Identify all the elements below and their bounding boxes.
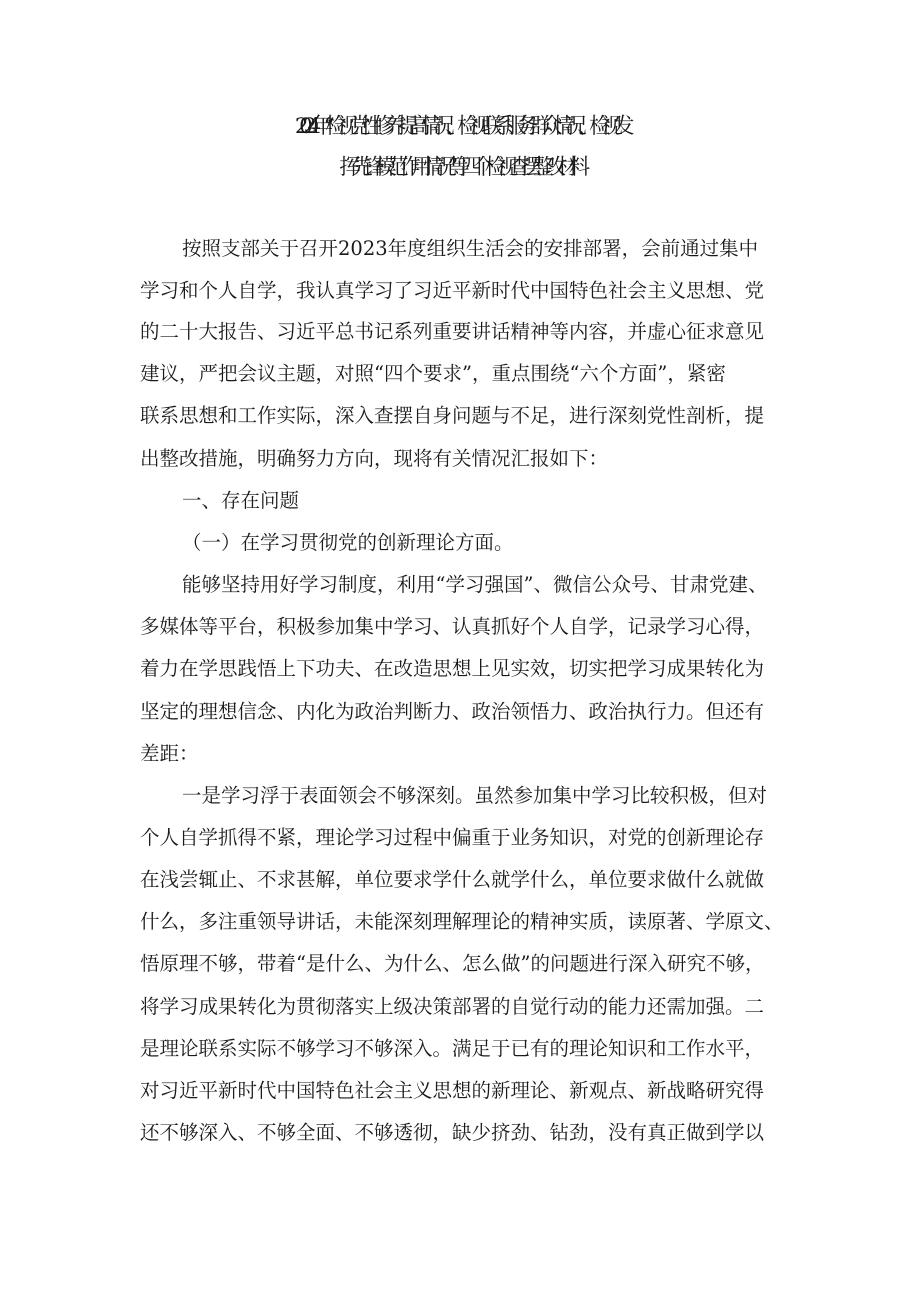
paragraph-line: 多媒体等平台，积极参加集中学习、认真抓好个人自学，记录学习心得， bbox=[140, 615, 765, 638]
section-heading: 一、存在问题 bbox=[182, 489, 300, 512]
paragraph-line: 个人自学抓得不紧，理论学习过程中偏重于业务知识，对党的创新理论存 bbox=[140, 826, 765, 849]
paragraph-line: 对习近平新时代中国特色社会主义思想的新理论、新观点、新战略研究得 bbox=[140, 1079, 765, 1102]
paragraph-line: 悟原理不够，带着“是什么、为什么、怎么做”的问题进行深入研究不够， bbox=[140, 952, 765, 975]
paragraph-line: 建议，严把会议主题，对照“四个要求”，重点围绕“六个方面”，紧密 bbox=[140, 362, 726, 385]
paragraph-line: 什么，多注重领导讲话，未能深刻理解理论的精神实质，读原著、学原文、 bbox=[140, 910, 784, 933]
paragraph-line: 一是学习浮于表面领会不够深刻。虽然参加集中学习比较积极，但对 bbox=[182, 784, 768, 807]
paragraph-line: 的二十大报告、习近平总书记系列重要讲话精神等内容，并虚心征求意见 bbox=[140, 320, 765, 343]
paragraph-line: 差距： bbox=[140, 742, 199, 765]
paragraph-line: 学习和个人自学，我认真学习了习近平新时代中国特色社会主义思想、党 bbox=[140, 279, 765, 302]
paragraph-line: 还不够深入、不够全面、不够透彻，缺少挤劲、钻劲，没有真正做到学以 bbox=[140, 1121, 765, 1144]
paragraph-line: 出整改措施，明确努力方向，现将有关情况汇报如下： bbox=[140, 447, 609, 470]
document-title-line-1: 2024年“检视党性修养提高情况、检视联系服务群众情况、检视发 bbox=[294, 114, 626, 139]
paragraph-line: 将学习成果转化为贯彻落实上级决策部署的自觉行动的能力还需加强。二 bbox=[140, 995, 765, 1018]
subsection-heading: （一）在学习贯彻党的创新理论方面。 bbox=[182, 531, 514, 554]
paragraph-line: 能够坚持用好学习制度，利用“学习强国”、微信公众号、甘肃党建、 bbox=[182, 573, 768, 596]
paragraph-line: 着力在学思践悟上下功夫、在改造思想上见实效，切实把学习成果转化为 bbox=[140, 657, 765, 680]
paragraph-line: 是理论联系实际不够学习不够深入。满足于已有的理论知识和工作水平， bbox=[140, 1037, 765, 1060]
document-title-line-2: 挥先锋模范作用情况”等四个检视查摆整改材料 bbox=[339, 155, 581, 180]
paragraph-line: 在浅尝辄止、不求甚解，单位要求学什么就学什么，单位要求做什么就做 bbox=[140, 868, 765, 891]
paragraph-line: 联系思想和工作实际，深入查摆自身问题与不足，进行深刻党性剖析，提 bbox=[140, 404, 765, 427]
paragraph-line: 坚定的理想信念、内化为政治判断力、政治领悟力、政治执行力。但还有 bbox=[140, 700, 765, 723]
paragraph-line: 按照支部关于召开2023年度组织生活会的安排部署，会前通过集中 bbox=[182, 237, 759, 260]
